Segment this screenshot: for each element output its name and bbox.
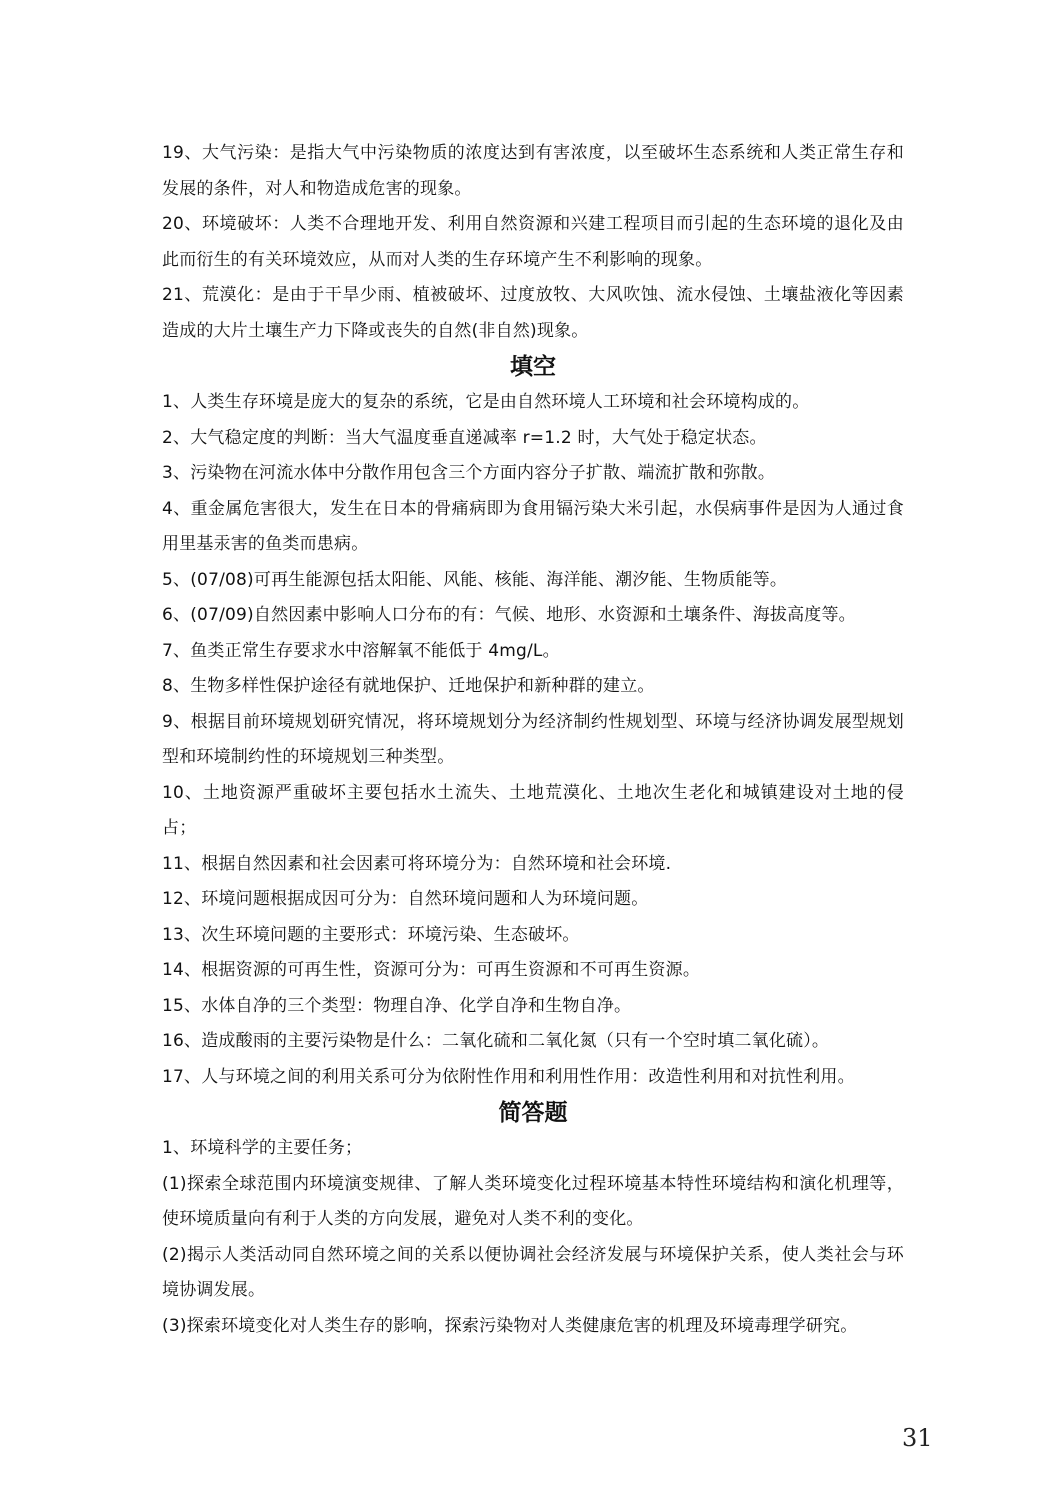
fill-blank-item: 5、(07/08)可再生能源包括太阳能、风能、核能、海洋能、潮汐能、生物质能等。 [162, 569, 788, 590]
fill-blank-item: 9、根据目前环境规划研究情况，将环境规划分为经济制约性规划型、环境与经济协调发展型规划型和环境制约性的环境规划三种类型。 [162, 711, 904, 767]
fill-blank-item: 6、(07/09)自然因素中影响人口分布的有：气候、地形、水资源和土壤条件、海拔高度等。 [162, 605, 856, 625]
fill-blank-item: 15、水体自净的三个类型：物理自净、化学自净和生物自净。 [162, 995, 632, 1016]
short-answer-question: 1、环境科学的主要任务； [162, 1138, 363, 1158]
fill-blank-item: 4、重金属危害很大，发生在日本的骨痛病即为食用镉污染大米引起，水俣病事件是因为人通过食用里基汞害的鱼类而患病。 [162, 498, 904, 554]
fill-blank-item: 7、鱼类正常生存要求水中溶解氧不能低于 4mg/L。 [162, 640, 560, 661]
definition-20: 20、环境破坏：人类不合理地开发、利用自然资源和兴建工程项目而引起的生态环境的退化及由此而衍生的有关环境效应，从而对人类的生存环境产生不利影响的现象。 [162, 214, 904, 270]
definition-21: 21、荒漠化：是由于干旱少雨、植被破坏、过度放牧、大风吹蚀、流水侵蚀、土壤盐液化等因素造成的大片土壤生产力下降或丧失的自然(非自然)现象。 [162, 285, 904, 341]
page-content [162, 136, 904, 1344]
fill-blank-item: 2、大气稳定度的判断：当大气温度垂直递减率 r=1.2 时，大气处于稳定状态。 [162, 427, 767, 448]
short-answer-point: (1)探索全球范围内环境演变规律、了解人类环境变化过程环境基本特性环境结构和演化机理等，使环境质量向有利于人类的方向发展，避免对人类不利的变化。 [162, 1173, 904, 1229]
short-answer-point: (3)探索环境变化对人类生存的影响，探索污染物对人类健康危害的机理及环境毒理学研究。 [162, 1315, 858, 1336]
definition-19: 19、大气污染：是指大气中污染物质的浓度达到有害浓度，以至破坏生态系统和人类正常生存和发展的条件，对人和物造成危害的现象。 [162, 143, 904, 199]
page-number: 31 [902, 1424, 933, 1452]
short-answer-heading: 简答题 [498, 1100, 568, 1126]
fill-blank-item: 11、根据自然因素和社会因素可将环境分为：自然环境和社会环境. [162, 853, 672, 874]
fill-blank-item: 16、造成酸雨的主要污染物是什么：二氧化硫和二氧化氮（只有一个空时填二氧化硫）。 [162, 1031, 830, 1051]
fill-blank-item: 12、环境问题根据成因可分为：自然环境问题和人为环境问题。 [162, 889, 649, 909]
fill-blank-item: 17、人与环境之间的利用关系可分为依附性作用和利用性作用：改造性利用和对抗性利用。 [162, 1066, 855, 1087]
fill-blank-item: 3、污染物在河流水体中分散作用包含三个方面内容分子扩散、端流扩散和弥散。 [162, 463, 776, 483]
short-answer-point: (2)揭示人类活动同自然环境之间的关系以便协调社会经济发展与环境保护关系，使人类社会与环境协调发展。 [162, 1244, 904, 1300]
fill-blank-item: 8、生物多样性保护途径有就地保护、迁地保护和新种群的建立。 [162, 676, 655, 696]
fill-blank-heading: 填空 [510, 354, 556, 380]
fill-blank-item: 1、人类生存环境是庞大的复杂的系统，它是由自然环境人工环境和社会环境构成的。 [162, 392, 810, 412]
fill-blank-item: 10、土地资源严重破坏主要包括水土流失、土地荒漠化、土地次生老化和城镇建设对土地的侵占； [162, 782, 904, 838]
fill-blank-item: 14、根据资源的可再生性，资源可分为：可再生资源和不可再生资源。 [162, 960, 701, 980]
fill-blank-item: 13、次生环境问题的主要形式：环境污染、生态破坏。 [162, 924, 580, 945]
